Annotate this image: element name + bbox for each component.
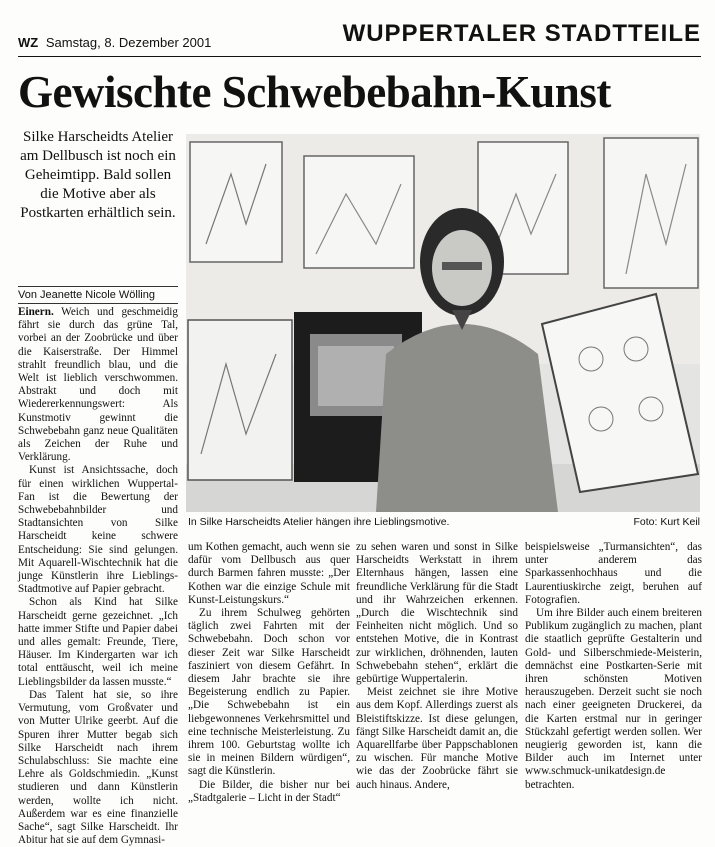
article-photo <box>186 134 700 512</box>
painting-top-4 <box>604 138 698 288</box>
paragraph: Zu ihrem Schulweg gehörten täglich zwei Fahrten mit der Schwebebahn. Doch schon vor dieser Zeit war Silke Harscheidt fasziniert von diesem Gefährt. In diesem Jahr brachte sie ihre Begeisterung endlich zu Papier. „Die Schwebebahn ist ein liebgewonnenes Verkehrsmittel und eine technische Meisterleistung. Zu ihrem 100. Geburtstag wollte ich sie in meinen Bildern würdigen“, sagt die Künstlerin. <box>188 607 350 778</box>
paragraph: beispielsweise „Turmansichten“, das unter anderem das Sparkassenhochhaus und die Laurentiuskirche zeigt, beruhen auf Fotografien. <box>525 541 702 606</box>
dateline: Einern. <box>18 306 54 318</box>
masthead <box>18 20 701 60</box>
issue-date: Samstag, 8. Dezember 2001 <box>45 35 212 50</box>
article-column-2 <box>188 541 350 805</box>
paragraph-text: Weich und geschmeidig fährt sie durch das grüne Tal, vorbei an der Zoobrücke und über die Kaiserstraße. Der Himmel strahlt freundlich blau, und die Welt ist lieblich verschwommen. Abstrakt und doch mit Wiedererkennungswert: Als Kunstmotiv gewinnt die Schwebebahn ganz neue Qualitäten als Zeichen der Ruhe und Verklärung. <box>18 306 178 464</box>
photo-illustration <box>186 134 700 512</box>
paragraph: Das Talent hat sie, so ihre Vermutung, vom Großvater und von Mutter Ulrike geerbt. Auf die Spuren ihrer Mutter begab sich Silke Harscheidt nach ihrem Schulabschluss: Sie machte eine Lehre als Goldschmiedin. „Kunst studieren und dann Künstlerin werden, wollte ich nicht. Außerdem war es eine finanzielle Sache“, sagt Silke Harscheidt. Ihr Abitur hat sie auf dem Gymnasi- <box>18 688 178 847</box>
painting-left <box>188 320 292 480</box>
paragraph: zu sehen waren und sonst in Silke Harscheidts Werkstatt in ihrem Elternhaus hängen, lassen eine freundliche Verklärung für die Stadt und ihr Wahrzeichen erkennen. „Durch die Wischtechnik sind Feinheiten nicht möglich. Und so entstehen Motive, die in Kontrast zur wirklichen, dröhnenden, lauten Schwebebahn stehen“, erklärt die gebürtige Wuppertalerin. <box>356 541 518 686</box>
paragraph: Um ihre Bilder auch einem breiteren Publikum zugänglich zu machen, plant die staatlich geprüfte Gestalterin und Gold- und Silberschmiede-Meisterin, demnächst eine Postkarten-Serie mit ihren schönsten Motiven herauszugeben. Derzeit sucht sie noch nach einer geeigneten Druckerei, da die Karten erstmal nur in geringer Stückzahl gefertigt werden sollen. Wer neugierig geworden ist, kann die Bilder auch im Internet unter www.schmuck-unikatdesign.de betrachten. <box>525 607 702 791</box>
paper-name: WZ <box>18 35 39 50</box>
paragraph: Meist zeichnet sie ihre Motive aus dem Kopf. Allerdings zuerst als Bleistiftskizze. Ist diese gelungen, fängt Silke Harscheidt damit an, die Aquarellfarbe über Pappschablonen zu wischen. Für manche Motive wie das der Zoobrücke fährt sie auch hinaus. Andere, <box>356 686 518 791</box>
byline-rule-bottom <box>18 303 178 304</box>
masthead-rule <box>18 56 701 57</box>
byline-rule-top <box>18 286 178 287</box>
paragraph: um Kothen gemacht, auch wenn sie dafür vom Dellbusch aus quer durch Barmen fahren musste: „Der Kothen war die einzige Schule mit Kunst-Leistungskurs.“ <box>188 541 350 606</box>
paragraph: Kunst ist Ansichtssache, doch für einen wirklichen Wuppertal-Fan ist die Bewertung der Schwebebahnbilder und Stadtansichten von Silke Harscheidt keine schwere Entscheidung: Sie sind gelungen. Mit Aquarell-Wischtechnik hat die junge Künstlerin ihre Lieblings-Stadtmotive auf Papier gebracht. <box>18 464 178 596</box>
headline: Gewischte Schwebebahn-Kunst <box>18 67 611 117</box>
painting-top-2 <box>304 156 414 268</box>
paragraph: Die Bilder, die bisher nur bei „Stadtgalerie – Licht in der Stadt“ <box>188 778 350 804</box>
article-column-4 <box>525 541 702 792</box>
subheadline: Silke Harscheidts Atelier am Dellbusch ist noch ein Geheimtipp. Bald sollen die Motive aber als Postkarten erhältlich sein. <box>20 129 176 221</box>
article-column-3 <box>356 541 518 792</box>
byline: Von Jeanette Nicole Wölling <box>18 289 155 301</box>
paragraph: Schon als Kind hat Silke Harscheidt gerne gezeichnet. „Ich hatte immer Stifte und Papier dabei und alles gemalt: Freunde, Tiere, Häuser. Im Kindergarten war ich total enttäuscht, weil ich meine Lieblingsbilder da lassen musste.“ <box>18 596 178 688</box>
painting-top-1 <box>190 142 282 262</box>
photo-caption: In Silke Harscheidts Atelier hängen ihre Lieblingsmotive. <box>188 516 450 528</box>
paragraph <box>18 306 178 464</box>
photo-credit: Foto: Kurt Keil <box>633 516 700 528</box>
section-title: WUPPERTALER STADTTEILE <box>342 20 701 47</box>
article-column-1 <box>18 306 178 847</box>
masthead-date-line <box>18 35 211 50</box>
